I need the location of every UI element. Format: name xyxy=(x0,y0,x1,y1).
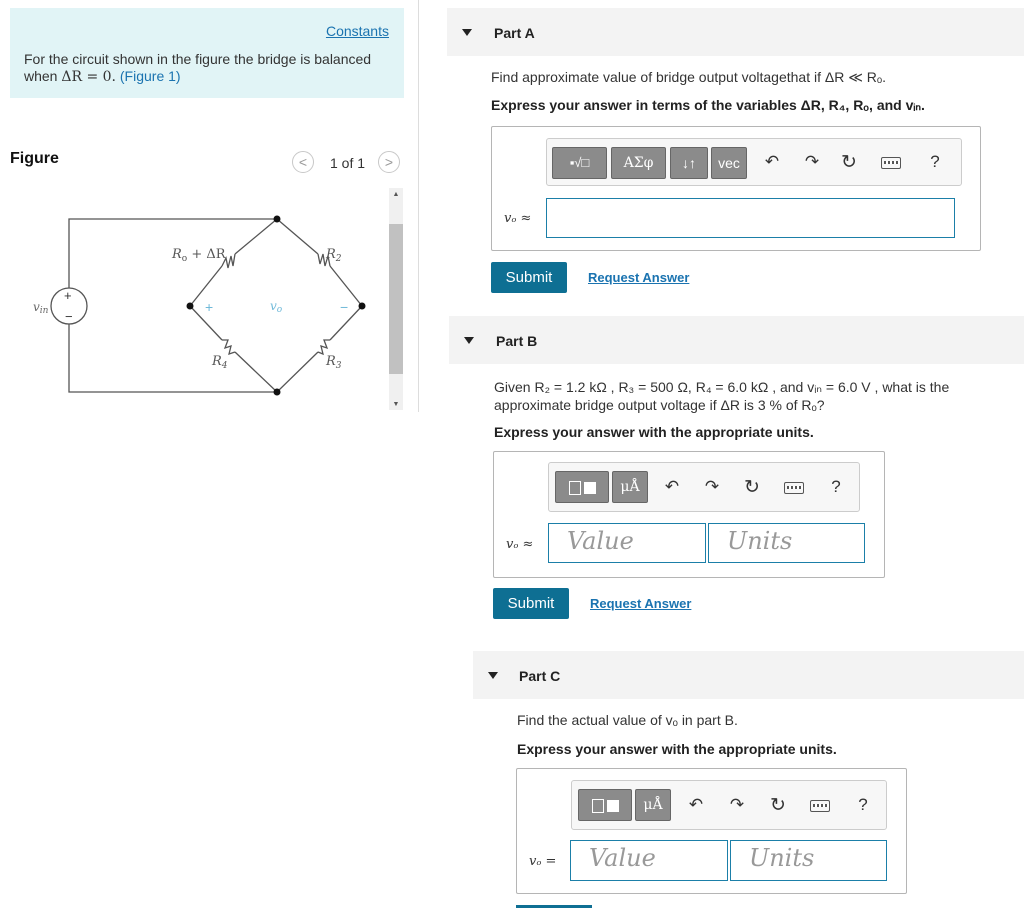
undo-icon[interactable]: ↶ xyxy=(688,795,704,814)
panel-divider xyxy=(418,0,419,412)
prev-figure-button[interactable] xyxy=(292,151,314,173)
figure-pager-text: 1 of 1 xyxy=(330,155,366,171)
value-placeholder: Value xyxy=(567,527,634,555)
keyboard-icon[interactable] xyxy=(881,157,901,169)
top-wire xyxy=(69,219,277,308)
part-a-question: Find approximate value of bridge output voltagethat if ΔR ≪ Rₒ. xyxy=(491,69,887,85)
value-placeholder: Value xyxy=(589,844,656,872)
units-button[interactable]: μÅ xyxy=(635,789,671,821)
subscript-button[interactable]: ↓↑ xyxy=(670,147,708,179)
part-a-header[interactable] xyxy=(447,8,1024,56)
part-b-units-toolbar xyxy=(548,462,860,512)
constants-link[interactable]: Constants xyxy=(325,23,389,39)
part-b-units-input[interactable] xyxy=(708,523,865,563)
help-button[interactable]: ? xyxy=(858,795,868,814)
part-a-answer-input[interactable] xyxy=(546,198,955,238)
part-c-units-toolbar xyxy=(571,780,887,830)
r2-label: $R_2$ xyxy=(326,247,342,264)
part-c-instruction: Express your answer with the appropriate units. xyxy=(517,741,837,757)
part-b-value-input[interactable] xyxy=(548,523,706,563)
part-b-title: Part B xyxy=(496,333,538,349)
part-a-answer-box xyxy=(491,126,981,251)
templates-button[interactable]: ▪√□ xyxy=(552,147,607,179)
redo-icon[interactable]: ↷ xyxy=(704,477,720,496)
reset-icon[interactable]: ↻ xyxy=(841,152,857,173)
collapse-triangle-icon[interactable] xyxy=(488,672,498,679)
scroll-down-icon[interactable]: ▼ xyxy=(392,401,400,408)
part-c-header[interactable] xyxy=(473,651,1024,699)
collapse-triangle-icon[interactable] xyxy=(464,337,474,344)
part-b-submit-button[interactable]: Submit xyxy=(493,588,569,619)
part-a-instruction: Express your answer in terms of the variables ΔR, R₄, Rₒ, and vᵢₙ. xyxy=(491,97,925,113)
units-placeholder: Units xyxy=(749,844,815,872)
part-b-question-line2: approximate bridge output voltage if ΔR is 3 % of Rₒ? xyxy=(494,397,825,413)
figure-title: Figure xyxy=(10,150,59,167)
part-b-answer-box xyxy=(493,451,885,578)
redo-icon[interactable]: ↷ xyxy=(804,152,820,171)
keyboard-icon[interactable] xyxy=(810,800,830,812)
bottom-wire xyxy=(69,321,277,392)
vo-minus-sign: − xyxy=(340,299,349,315)
help-button[interactable]: ? xyxy=(831,477,841,496)
part-c-label: vₒ = xyxy=(529,854,557,869)
units-placeholder: Units xyxy=(727,527,793,555)
vo-label: vo xyxy=(270,299,283,315)
figure-scrollbar-thumb[interactable] xyxy=(389,224,403,374)
units-button[interactable]: μÅ xyxy=(612,471,648,503)
r4-label: $R_4$ xyxy=(212,354,228,371)
part-b-label: vₒ ≈ xyxy=(506,537,534,552)
part-b-question-line1: Given R₂ = 1.2 kΩ , R₃ = 500 Ω, R₄ = 6.0 kΩ , and vᵢₙ = 6.0 V , what is the xyxy=(494,379,950,395)
problem-text: For the circuit shown in the figure the bridge is balanced when xyxy=(24,51,372,84)
scroll-up-icon[interactable]: ▲ xyxy=(392,191,400,198)
part-c-question: Find the actual value of vₒ in part B. xyxy=(517,712,738,728)
part-b-header[interactable] xyxy=(449,316,1024,364)
part-c-title: Part C xyxy=(519,668,561,684)
part-b-instruction: Express your answer with the appropriate units. xyxy=(494,424,814,440)
reset-icon[interactable]: ↻ xyxy=(770,795,786,816)
part-b-question xyxy=(494,378,949,414)
templates-button[interactable] xyxy=(578,789,632,821)
chevron-right-icon: > xyxy=(384,154,394,170)
resistor-r4 xyxy=(222,340,235,354)
greek-button[interactable]: ΑΣφ xyxy=(611,147,666,179)
part-c-answer-box xyxy=(516,768,907,894)
undo-icon[interactable]: ↶ xyxy=(664,477,680,496)
vin-label: vin xyxy=(33,300,49,316)
bridge-circuit-figure xyxy=(0,190,388,410)
part-a-label: vₒ ≈ xyxy=(504,211,532,226)
resistor-r3 xyxy=(318,340,330,354)
problem-info-box xyxy=(10,8,404,98)
chevron-left-icon: < xyxy=(298,154,308,170)
reset-icon[interactable]: ↻ xyxy=(744,477,760,498)
next-figure-button[interactable] xyxy=(378,151,400,173)
figure-link[interactable]: (Figure 1) xyxy=(119,68,181,84)
templates-button[interactable] xyxy=(555,471,609,503)
source-plus-sign: + xyxy=(64,288,72,303)
vo-plus-sign: + xyxy=(205,299,214,315)
part-a-math-toolbar xyxy=(546,138,962,186)
undo-icon[interactable]: ↶ xyxy=(764,152,780,171)
help-button[interactable]: ? xyxy=(930,152,940,171)
part-c-units-input[interactable] xyxy=(730,840,887,881)
part-c-value-input[interactable] xyxy=(570,840,728,881)
part-b-request-answer-link[interactable]: Request Answer xyxy=(590,596,692,611)
redo-icon[interactable]: ↷ xyxy=(729,795,745,814)
problem-statement xyxy=(24,51,396,86)
vector-button[interactable]: vec xyxy=(711,147,747,179)
part-a-submit-button[interactable]: Submit xyxy=(491,262,567,293)
source-minus-sign: − xyxy=(65,309,73,324)
part-a-title: Part A xyxy=(494,25,535,41)
part-a-request-answer-link[interactable]: Request Answer xyxy=(588,270,690,285)
keyboard-icon[interactable] xyxy=(784,482,804,494)
problem-math: ΔR = 0. xyxy=(61,69,116,85)
collapse-triangle-icon[interactable] xyxy=(462,29,472,36)
ro-dr-label: $R_o + \Delta R$ xyxy=(172,247,226,264)
r3-label: $R_3$ xyxy=(326,354,342,371)
